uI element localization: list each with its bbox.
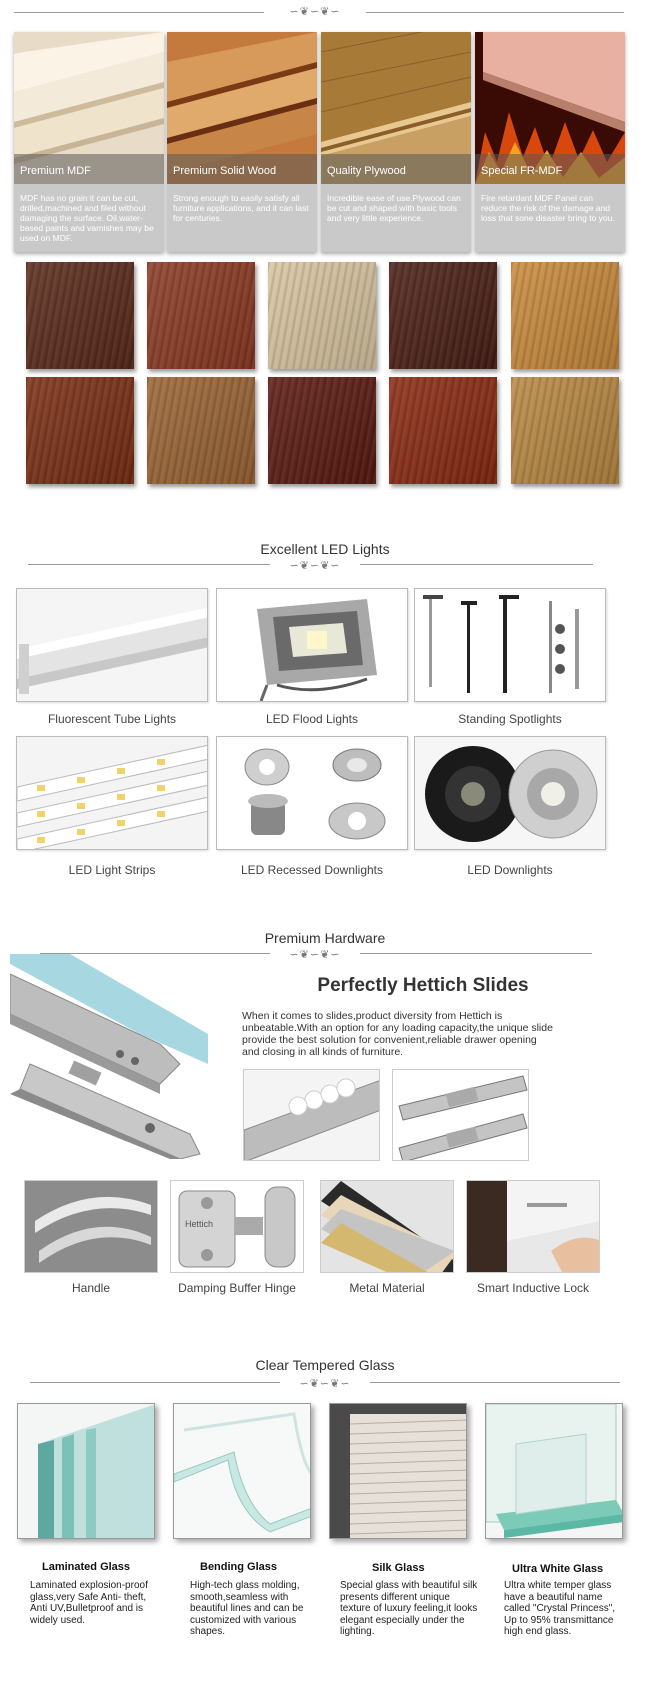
material-card-solid-wood <box>167 32 317 252</box>
light-caption: Fluorescent Tube Lights <box>47 712 177 726</box>
handle-image <box>24 1180 158 1273</box>
light-caption: LED Recessed Downlights <box>240 863 384 877</box>
glass-title: Laminated Glass <box>42 1561 131 1573</box>
hinge-image <box>170 1180 304 1273</box>
light-strip-image <box>17 737 208 850</box>
material-description: MDF has no grain it can be cut, drilled,machined and filed without damaging the surface. Oil,water-based paints and varnishes may be used on MDF. <box>14 184 164 252</box>
ultra-white-glass-image <box>485 1403 623 1539</box>
wood-swatch <box>268 262 376 369</box>
ornament-icon: ∽❦∽❦∽ <box>270 948 360 961</box>
wood-swatch <box>389 262 497 369</box>
downlight-image <box>415 737 606 850</box>
material-card-fr-mdf <box>475 32 625 252</box>
slide-detail-image-1 <box>243 1069 380 1161</box>
hardware-heading: Perfectly Hettich Slides <box>317 975 529 996</box>
glass-description: Special glass with beautiful silk presents different unique texture of luxury feeling,it looks elegant especially under the lighting. <box>340 1580 478 1637</box>
light-card-flood <box>216 588 408 702</box>
ornament-icon: ∽❦∽❦∽ <box>270 559 360 572</box>
silk-glass-image <box>329 1403 467 1539</box>
material-card-mdf <box>14 32 164 252</box>
material-label: Premium MDF <box>14 154 164 184</box>
light-caption: LED Light Strips <box>68 863 156 877</box>
wood-swatch <box>26 377 134 484</box>
light-card-standing <box>414 588 606 702</box>
light-caption: LED Downlights <box>467 863 553 877</box>
material-label: Quality Plywood <box>321 154 471 184</box>
wood-swatch <box>147 262 255 369</box>
recessed-downlight-image <box>217 737 408 850</box>
hardware-caption: Handle <box>71 1281 111 1295</box>
wood-swatch <box>147 377 255 484</box>
glass-title: Bending Glass <box>200 1561 278 1573</box>
material-description: Strong enough to easily satisfy all furniture applications, and it can last for centuries. <box>167 184 317 252</box>
glass-description: Laminated explosion-proof glass,very Safe Anti- theft, Anti UV,Bulletproof and is widely used. <box>30 1580 148 1626</box>
section-title: Clear Tempered Glass <box>255 1357 395 1373</box>
flood-light-image <box>217 589 408 702</box>
wood-swatch <box>26 262 134 369</box>
hardware-description: When it comes to slides,product diversity from Hettich is unbeatable.With an option for any loading capacity,the unique slide provide the best solution for convenient,reliable drawer opening and closing in all kinds of furniture. <box>242 1010 553 1058</box>
standing-spotlight-image <box>415 589 606 702</box>
material-card-plywood <box>321 32 471 252</box>
material-label: Special FR-MDF <box>475 154 625 184</box>
wood-swatch <box>268 377 376 484</box>
light-card-strips <box>16 736 208 850</box>
light-caption: Standing Spotlights <box>458 712 562 726</box>
light-card-recessed <box>216 736 408 850</box>
hardware-caption: Metal Material <box>349 1281 425 1295</box>
section-title: Premium Hardware <box>264 930 386 946</box>
hettich-slide-image <box>10 954 208 1159</box>
laminated-glass-image <box>17 1403 155 1539</box>
wood-swatch <box>511 262 619 369</box>
hardware-caption: Smart Inductive Lock <box>476 1281 590 1295</box>
material-description: Incredible ease of use.Plywood can be cut and shaped with basic tools and very little experience. <box>321 184 471 252</box>
section-title: Excellent LED Lights <box>260 541 390 557</box>
light-caption: LED Flood Lights <box>265 712 359 726</box>
glass-description: Ultra white temper glass have a beautiful name called "Crystal Princess", Up to 95% transmittance high end glass. <box>504 1580 616 1637</box>
wood-swatch <box>389 377 497 484</box>
bending-glass-image <box>173 1403 311 1539</box>
metal-material-image <box>320 1180 454 1273</box>
divider-line <box>14 12 264 13</box>
material-label: Premium Solid Wood <box>167 154 317 184</box>
hinge-brand-label: Hettich <box>185 1219 214 1229</box>
ornament-icon: ∽❦∽❦∽ <box>289 5 341 18</box>
divider-line <box>366 12 624 13</box>
slide-detail-image-2 <box>392 1069 529 1161</box>
light-card-tube <box>16 588 208 702</box>
smart-lock-image <box>466 1180 600 1273</box>
ornament-icon: ∽❦∽❦∽ <box>280 1377 370 1390</box>
hardware-caption: Damping Buffer Hinge <box>178 1281 296 1295</box>
glass-title: Ultra White Glass <box>512 1563 604 1575</box>
glass-description: High-tech glass molding, smooth,seamless with beautiful lines and can be customized with various shapes. <box>190 1580 304 1637</box>
wood-swatch <box>511 377 619 484</box>
material-description: Fire retardant MDF Panel can reduce the risk of the damage and loss that sone disaster bring to you. <box>475 184 625 252</box>
glass-title: Silk Glass <box>372 1562 425 1574</box>
light-card-downlights <box>414 736 606 850</box>
tube-light-image <box>17 589 208 702</box>
